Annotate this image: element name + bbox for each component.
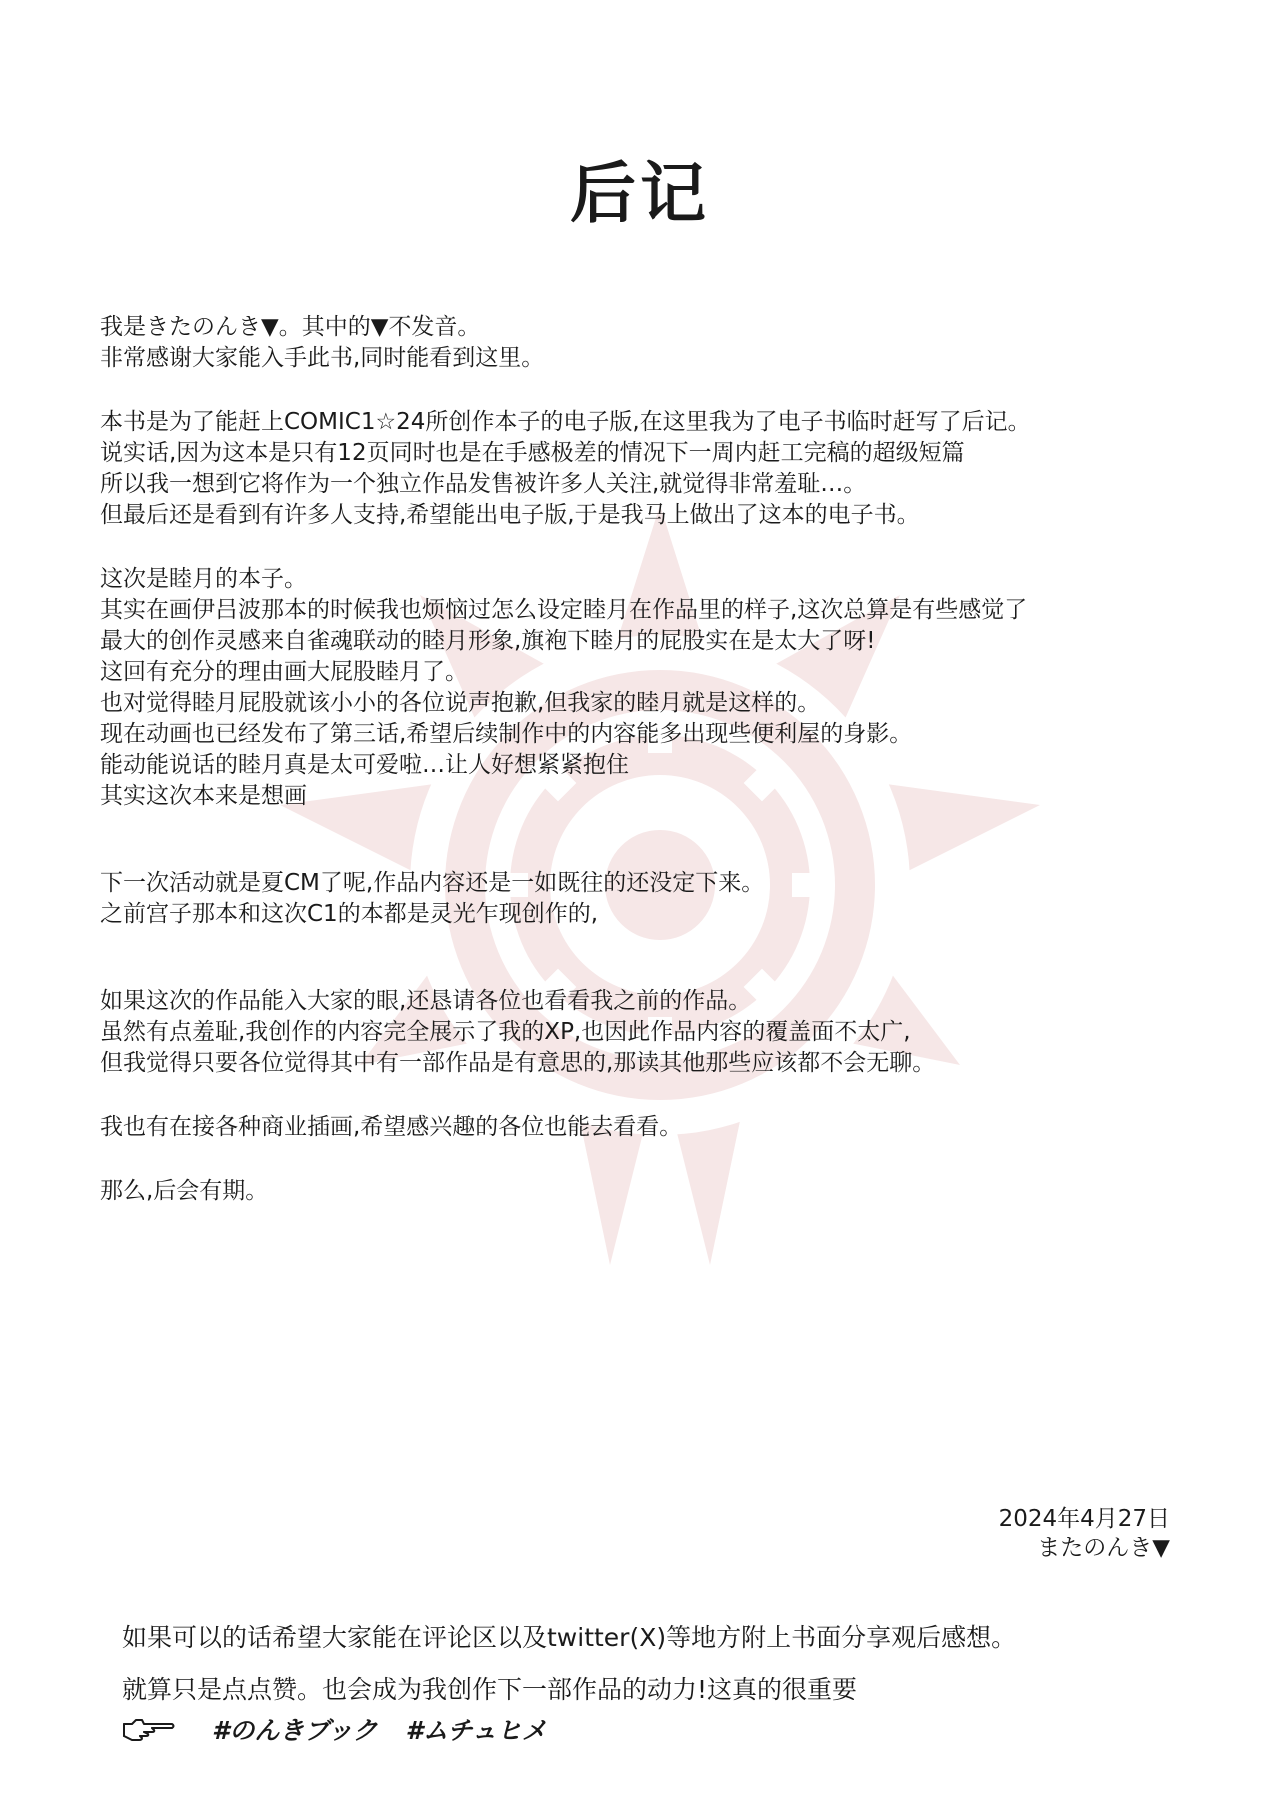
text-line: 这次是睦月的本子。 [100,566,307,592]
paragraph-commissions [100,1112,1220,1143]
paragraph-ebook [100,407,1220,531]
paragraph-farewell [100,1176,1220,1207]
text-line: 能动能说话的睦月真是太可爱啦…让人好想紧紧抱住 [100,752,629,778]
hashtag-row [122,1712,1222,1746]
text-line: 本书是为了能赶上COMIC1☆24所创作本子的电子版,在这里我为了电子书临时赶写了后记。 [100,409,1031,435]
signature-block [999,1505,1170,1563]
text-line: 其实这次本来是想画 [100,783,307,809]
footer-note [122,1622,1222,1746]
text-line: 也对觉得睦月屁股就该小小的各位说声抱歉,但我家的睦月就是这样的。 [100,690,821,716]
text-line: 虽然有点羞耻,我创作的内容完全展示了我的XP,也因此作品内容的覆盖面不太广, [100,1019,911,1045]
text-line: 其实在画伊吕波那本的时候我也烦恼过怎么设定睦月在作品里的样子,这次总算是有些感觉了 [100,597,1028,623]
hashtag-muchuhime[interactable]: #ムチュヒメ [405,1716,547,1745]
footer-thanks-line: 就算只是点点赞。也会成为我创作下一部作品的动力!这真的很重要 [122,1675,858,1704]
paragraph-previous-works [100,986,1220,1079]
paragraph-intro [100,312,1220,374]
signature-date: 2024年4月27日 [998,1506,1170,1532]
text-line: 但我觉得只要各位觉得其中有一部作品是有意思的,那读其他那些应该都不会无聊。 [100,1050,936,1076]
footer-request-line: 如果可以的话希望大家能在评论区以及twitter(X)等地方附上书面分享观后感想。 [122,1623,1017,1652]
hashtag-nonki-book[interactable]: #のんきブック [212,1716,378,1745]
text-line: 这回有充分的理由画大屁股睦月了。 [100,659,468,685]
text-line: 现在动画也已经发布了第三话,希望后续制作中的内容能多出现些便利屋的身影。 [100,721,913,747]
pointing-hand-icon [122,1716,176,1742]
text-line: 如果这次的作品能入大家的眼,还恳请各位也看看我之前的作品。 [100,988,752,1014]
paragraph-next-event [100,868,1220,930]
text-line: 我是きたのんき▼。其中的▼不发音。 [100,314,481,340]
text-line: 最大的创作灵感来自雀魂联动的睦月形象,旗袍下睦月的屁股实在是太大了呀! [100,628,876,654]
text-line: 所以我一想到它将作为一个独立作品发售被许多人关注,就觉得非常羞耻…。 [100,471,867,497]
text-line: 说实话,因为这本是只有12页同时也是在手感极差的情况下一周内赶工完稿的超级短篇 [100,440,965,466]
paragraph-mutsuki [100,564,1220,812]
signature-author: またのんき▼ [1037,1535,1170,1561]
text-line: 但最后还是看到有许多人支持,希望能出电子版,于是我马上做出了这本的电子书。 [100,502,920,528]
text-line: 我也有在接各种商业插画,希望感兴趣的各位也能去看看。 [100,1114,683,1140]
afterword-body [100,312,1220,1240]
text-line: 之前宫子那本和这次C1的本都是灵光乍现创作的, [100,901,599,927]
text-line: 那么,后会有期。 [100,1178,269,1204]
text-line: 非常感谢大家能入手此书,同时能看到这里。 [100,345,545,371]
text-line: 下一次活动就是夏CM了呢,作品内容还是一如既往的还没定下来。 [100,870,765,896]
page-title: 后记 [570,154,710,232]
